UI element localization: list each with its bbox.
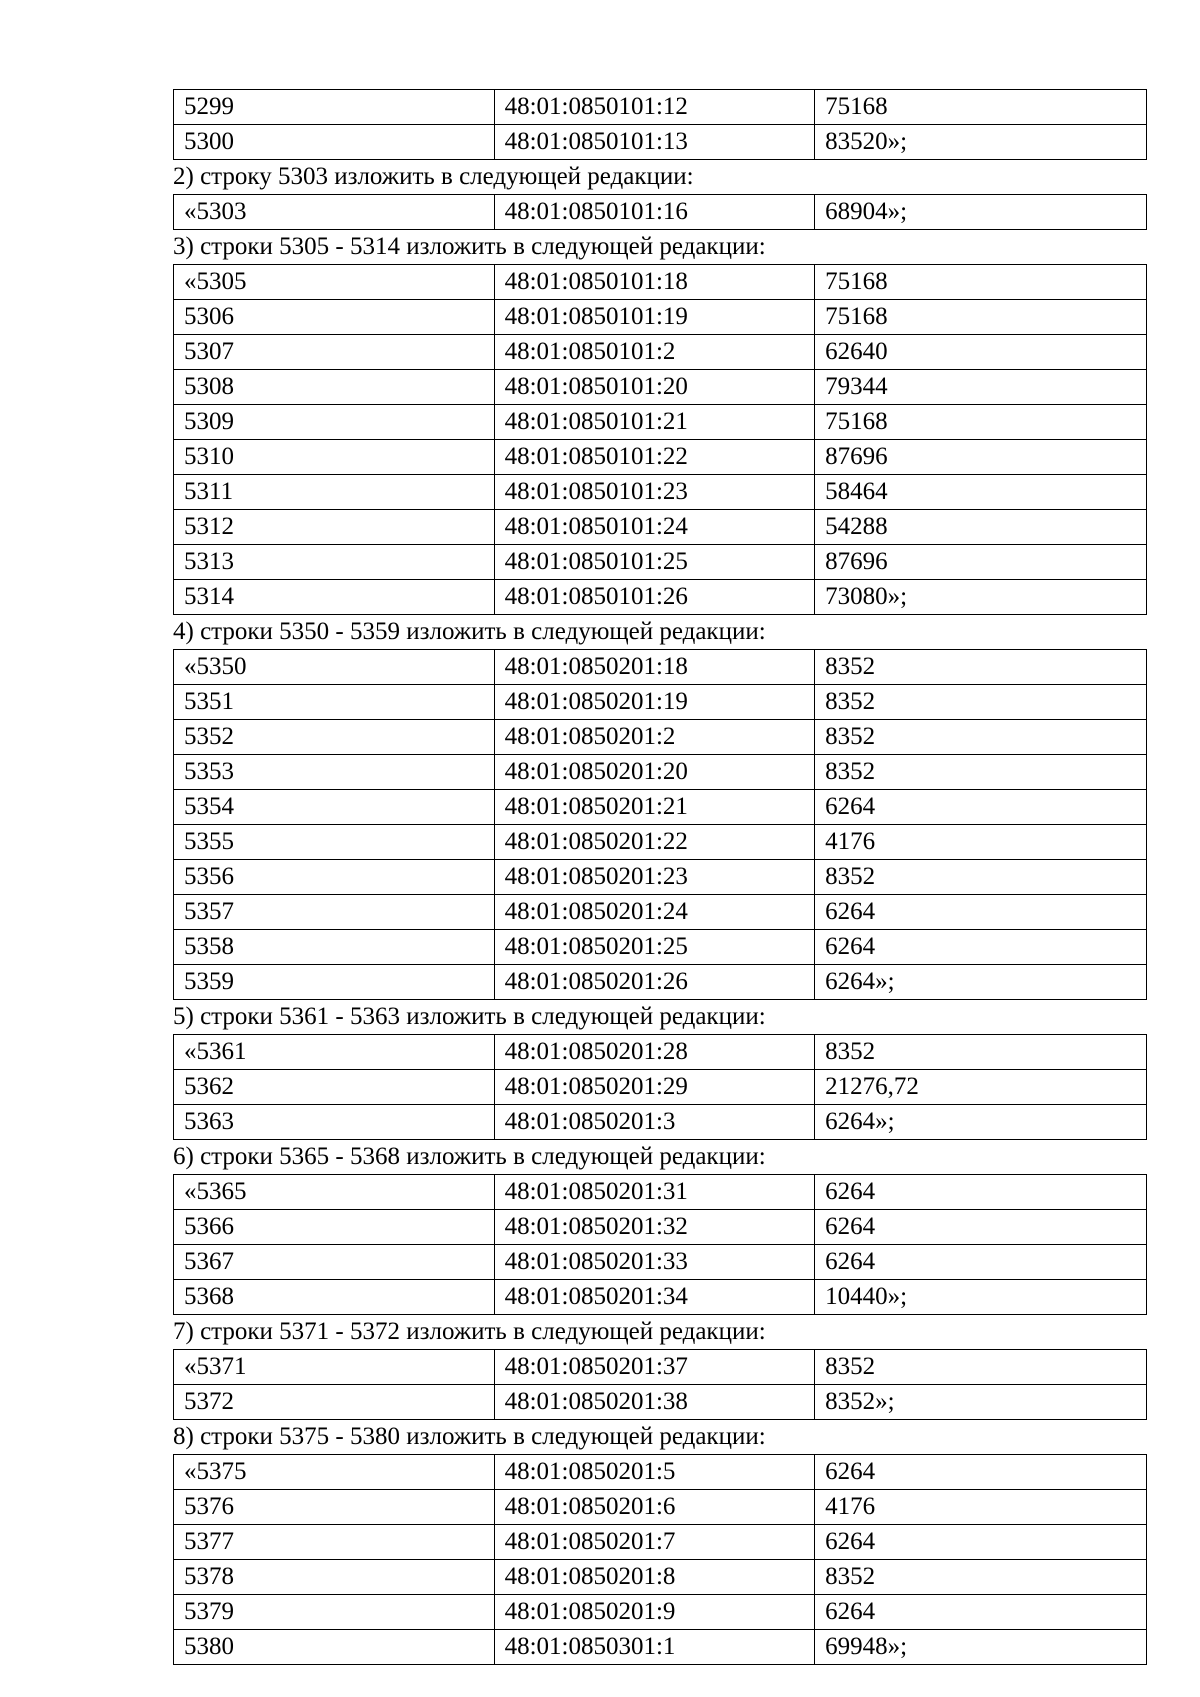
table-row xyxy=(174,1245,1147,1280)
row-number-cell: 5354 xyxy=(174,790,495,825)
table-row xyxy=(174,370,1147,405)
row-number-cell: 5372 xyxy=(174,1385,495,1420)
value-cell: 6264 xyxy=(815,930,1147,965)
value-cell: 6264»; xyxy=(815,1105,1147,1140)
amendment-heading: 7) строки 5371 - 5372 изложить в следующей редакции: xyxy=(173,1318,766,1345)
table-row xyxy=(174,790,1147,825)
amendment-section xyxy=(173,1000,1147,1140)
cadastral-number-cell: 48:01:0850101:2 xyxy=(494,335,815,370)
amendment-table xyxy=(173,649,1147,1000)
row-number-cell: 5309 xyxy=(174,405,495,440)
cadastral-number-cell: 48:01:0850201:23 xyxy=(494,860,815,895)
value-cell: 8352 xyxy=(815,685,1147,720)
amendment-table xyxy=(173,89,1147,160)
table-row xyxy=(174,440,1147,475)
amendment-section xyxy=(173,160,1147,230)
value-cell: 6264 xyxy=(815,1245,1147,1280)
row-number-cell: «5361 xyxy=(174,1035,495,1070)
value-cell: 54288 xyxy=(815,510,1147,545)
table-row xyxy=(174,1210,1147,1245)
table-row xyxy=(174,1175,1147,1210)
value-cell: 8352 xyxy=(815,720,1147,755)
amendment-table xyxy=(173,1454,1147,1665)
cadastral-number-cell: 48:01:0850201:7 xyxy=(494,1525,815,1560)
cadastral-number-cell: 48:01:0850201:3 xyxy=(494,1105,815,1140)
cadastral-number-cell: 48:01:0850101:12 xyxy=(494,90,815,125)
cadastral-number-cell: 48:01:0850101:13 xyxy=(494,125,815,160)
cadastral-number-cell: 48:01:0850201:2 xyxy=(494,720,815,755)
value-cell: 4176 xyxy=(815,1490,1147,1525)
cadastral-number-cell: 48:01:0850201:33 xyxy=(494,1245,815,1280)
value-cell: 83520»; xyxy=(815,125,1147,160)
amendment-table xyxy=(173,1174,1147,1315)
cadastral-number-cell: 48:01:0850201:20 xyxy=(494,755,815,790)
amendment-section xyxy=(173,1140,1147,1315)
table-row xyxy=(174,125,1147,160)
value-cell: 6264 xyxy=(815,1175,1147,1210)
amendment-table xyxy=(173,1034,1147,1140)
value-cell: 21276,72 xyxy=(815,1070,1147,1105)
cadastral-number-cell: 48:01:0850201:28 xyxy=(494,1035,815,1070)
row-number-cell: «5350 xyxy=(174,650,495,685)
table-row xyxy=(174,1280,1147,1315)
value-cell: 75168 xyxy=(815,300,1147,335)
cadastral-number-cell: 48:01:0850201:29 xyxy=(494,1070,815,1105)
row-number-cell: 5362 xyxy=(174,1070,495,1105)
amendment-section xyxy=(173,1315,1147,1420)
value-cell: 69948»; xyxy=(815,1630,1147,1665)
cadastral-number-cell: 48:01:0850201:21 xyxy=(494,790,815,825)
cadastral-number-cell: 48:01:0850101:16 xyxy=(494,195,815,230)
table-row xyxy=(174,195,1147,230)
value-cell: 6264»; xyxy=(815,965,1147,1000)
table-row xyxy=(174,475,1147,510)
table-row xyxy=(174,650,1147,685)
cadastral-number-cell: 48:01:0850301:1 xyxy=(494,1630,815,1665)
value-cell: 8352»; xyxy=(815,1385,1147,1420)
cadastral-number-cell: 48:01:0850201:8 xyxy=(494,1560,815,1595)
row-number-cell: «5375 xyxy=(174,1455,495,1490)
row-number-cell: 5366 xyxy=(174,1210,495,1245)
value-cell: 73080»; xyxy=(815,580,1147,615)
amendment-section xyxy=(173,230,1147,615)
row-number-cell: 5376 xyxy=(174,1490,495,1525)
row-number-cell: 5378 xyxy=(174,1560,495,1595)
value-cell: 79344 xyxy=(815,370,1147,405)
table-row xyxy=(174,300,1147,335)
table-row xyxy=(174,405,1147,440)
row-number-cell: 5308 xyxy=(174,370,495,405)
amendment-section xyxy=(173,1420,1147,1665)
cadastral-number-cell: 48:01:0850201:25 xyxy=(494,930,815,965)
table-row xyxy=(174,1595,1147,1630)
row-number-cell: 5377 xyxy=(174,1525,495,1560)
cadastral-number-cell: 48:01:0850201:38 xyxy=(494,1385,815,1420)
value-cell: 8352 xyxy=(815,1350,1147,1385)
table-row xyxy=(174,1560,1147,1595)
row-number-cell: 5310 xyxy=(174,440,495,475)
cadastral-number-cell: 48:01:0850201:32 xyxy=(494,1210,815,1245)
value-cell: 8352 xyxy=(815,1035,1147,1070)
cadastral-number-cell: 48:01:0850101:22 xyxy=(494,440,815,475)
amendment-heading: 3) строки 5305 - 5314 изложить в следующей редакции: xyxy=(173,233,766,260)
row-number-cell: 5300 xyxy=(174,125,495,160)
value-cell: 8352 xyxy=(815,1560,1147,1595)
row-number-cell: 5355 xyxy=(174,825,495,860)
row-number-cell: 5353 xyxy=(174,755,495,790)
value-cell: 75168 xyxy=(815,265,1147,300)
table-row xyxy=(174,510,1147,545)
row-number-cell: 5351 xyxy=(174,685,495,720)
row-number-cell: 5311 xyxy=(174,475,495,510)
document-page xyxy=(173,89,1147,1665)
cadastral-number-cell: 48:01:0850101:24 xyxy=(494,510,815,545)
table-row xyxy=(174,1525,1147,1560)
amendment-heading: 6) строки 5365 - 5368 изложить в следующей редакции: xyxy=(173,1143,766,1170)
row-number-cell: «5305 xyxy=(174,265,495,300)
amendment-heading: 2) строку 5303 изложить в следующей редакции: xyxy=(173,163,694,190)
table-row xyxy=(174,265,1147,300)
table-row xyxy=(174,895,1147,930)
amendment-table xyxy=(173,264,1147,615)
cadastral-number-cell: 48:01:0850201:26 xyxy=(494,965,815,1000)
row-number-cell: 5299 xyxy=(174,90,495,125)
row-number-cell: 5352 xyxy=(174,720,495,755)
table-row xyxy=(174,90,1147,125)
amendment-table xyxy=(173,1349,1147,1420)
table-row xyxy=(174,1385,1147,1420)
row-number-cell: 5379 xyxy=(174,1595,495,1630)
table-row xyxy=(174,1350,1147,1385)
value-cell: 8352 xyxy=(815,860,1147,895)
cadastral-number-cell: 48:01:0850101:19 xyxy=(494,300,815,335)
amendment-table xyxy=(173,194,1147,230)
row-number-cell: 5358 xyxy=(174,930,495,965)
value-cell: 4176 xyxy=(815,825,1147,860)
value-cell: 58464 xyxy=(815,475,1147,510)
value-cell: 6264 xyxy=(815,895,1147,930)
cadastral-number-cell: 48:01:0850201:6 xyxy=(494,1490,815,1525)
value-cell: 6264 xyxy=(815,1525,1147,1560)
table-row xyxy=(174,930,1147,965)
row-number-cell: «5303 xyxy=(174,195,495,230)
table-row xyxy=(174,755,1147,790)
amendment-section xyxy=(173,615,1147,1000)
cadastral-number-cell: 48:01:0850201:5 xyxy=(494,1455,815,1490)
table-row xyxy=(174,1070,1147,1105)
row-number-cell: 5314 xyxy=(174,580,495,615)
cadastral-number-cell: 48:01:0850101:23 xyxy=(494,475,815,510)
table-row xyxy=(174,860,1147,895)
amendment-heading: 4) строки 5350 - 5359 изложить в следующей редакции: xyxy=(173,618,766,645)
cadastral-number-cell: 48:01:0850201:31 xyxy=(494,1175,815,1210)
table-row xyxy=(174,1490,1147,1525)
cadastral-number-cell: 48:01:0850201:22 xyxy=(494,825,815,860)
row-number-cell: 5363 xyxy=(174,1105,495,1140)
value-cell: 8352 xyxy=(815,650,1147,685)
value-cell: 75168 xyxy=(815,90,1147,125)
row-number-cell: 5357 xyxy=(174,895,495,930)
value-cell: 6264 xyxy=(815,1210,1147,1245)
cadastral-number-cell: 48:01:0850201:34 xyxy=(494,1280,815,1315)
row-number-cell: 5306 xyxy=(174,300,495,335)
amendment-section xyxy=(173,89,1147,160)
table-row xyxy=(174,1630,1147,1665)
cadastral-number-cell: 48:01:0850101:25 xyxy=(494,545,815,580)
value-cell: 8352 xyxy=(815,755,1147,790)
cadastral-number-cell: 48:01:0850101:21 xyxy=(494,405,815,440)
table-row xyxy=(174,1455,1147,1490)
cadastral-number-cell: 48:01:0850201:24 xyxy=(494,895,815,930)
cadastral-number-cell: 48:01:0850101:20 xyxy=(494,370,815,405)
row-number-cell: «5365 xyxy=(174,1175,495,1210)
row-number-cell: 5307 xyxy=(174,335,495,370)
cadastral-number-cell: 48:01:0850101:26 xyxy=(494,580,815,615)
cadastral-number-cell: 48:01:0850201:9 xyxy=(494,1595,815,1630)
table-row xyxy=(174,965,1147,1000)
row-number-cell: 5367 xyxy=(174,1245,495,1280)
table-row xyxy=(174,685,1147,720)
value-cell: 6264 xyxy=(815,790,1147,825)
value-cell: 68904»; xyxy=(815,195,1147,230)
row-number-cell: 5356 xyxy=(174,860,495,895)
row-number-cell: 5312 xyxy=(174,510,495,545)
table-row xyxy=(174,720,1147,755)
value-cell: 87696 xyxy=(815,440,1147,475)
cadastral-number-cell: 48:01:0850201:19 xyxy=(494,685,815,720)
row-number-cell: «5371 xyxy=(174,1350,495,1385)
amendment-heading: 8) строки 5375 - 5380 изложить в следующей редакции: xyxy=(173,1423,766,1450)
table-row xyxy=(174,825,1147,860)
cadastral-number-cell: 48:01:0850101:18 xyxy=(494,265,815,300)
cadastral-number-cell: 48:01:0850201:37 xyxy=(494,1350,815,1385)
value-cell: 75168 xyxy=(815,405,1147,440)
row-number-cell: 5313 xyxy=(174,545,495,580)
table-row xyxy=(174,1105,1147,1140)
value-cell: 6264 xyxy=(815,1455,1147,1490)
amendment-heading: 5) строки 5361 - 5363 изложить в следующей редакции: xyxy=(173,1003,766,1030)
row-number-cell: 5380 xyxy=(174,1630,495,1665)
table-row xyxy=(174,1035,1147,1070)
value-cell: 62640 xyxy=(815,335,1147,370)
row-number-cell: 5368 xyxy=(174,1280,495,1315)
table-row xyxy=(174,335,1147,370)
value-cell: 87696 xyxy=(815,545,1147,580)
cadastral-number-cell: 48:01:0850201:18 xyxy=(494,650,815,685)
row-number-cell: 5359 xyxy=(174,965,495,1000)
table-row xyxy=(174,545,1147,580)
value-cell: 10440»; xyxy=(815,1280,1147,1315)
value-cell: 6264 xyxy=(815,1595,1147,1630)
table-row xyxy=(174,580,1147,615)
